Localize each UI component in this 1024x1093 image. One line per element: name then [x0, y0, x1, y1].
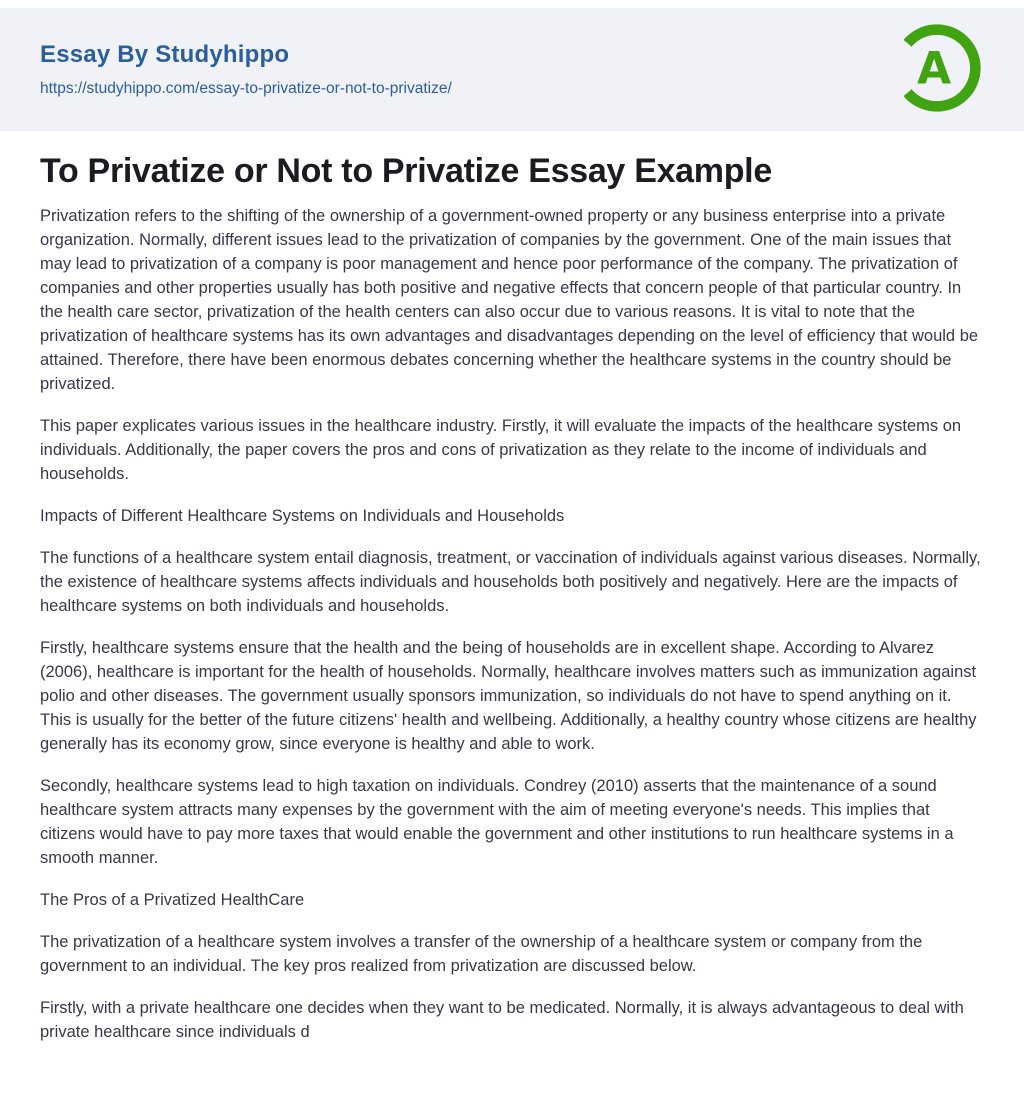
- header-text-block: [40, 41, 452, 98]
- paragraph-functions: The functions of a healthcare system entail diagnosis, treatment, or vaccination of individuals against various diseases. Normally, the existence of healthcare systems affects individuals and households both positively and negatively. Here are the impacts of healthcare systems on both individuals and households.: [40, 548, 981, 615]
- paragraph-overview: This paper explicates various issues in the healthcare industry. Firstly, it will evaluate the impacts of the healthcare systems on individuals. Additionally, the paper covers the pros and cons of privatization as they relate to the income of individuals and households.: [40, 416, 962, 483]
- logo-letter: A: [916, 42, 952, 94]
- paragraph-taxation: Secondly, healthcare systems lead to high taxation on individuals. Condrey (2010) asserts that the maintenance of a sound healthcare system attracts many expenses by the government with the aim of meeting everyone's needs. This implies that citizens would have to pay more taxes that would enable the government and other institutions to run healthcare systems in a smooth manner.: [40, 776, 954, 867]
- section-heading-pros: The Pros of a Privatized HealthCare: [40, 890, 305, 909]
- paragraph-private-choice-truncated: Firstly, with a private healthcare one decides when they want to be medicated. Normally, it is always advantageous to deal with private healthcare since individuals d: [40, 998, 964, 1041]
- studyhippo-logo-icon: [887, 20, 983, 116]
- site-header: [0, 8, 1024, 131]
- site-title: Essay By Studyhippo: [40, 41, 290, 68]
- paragraph-intro: Privatization refers to the shifting of the ownership of a government-owned property or any business enterprise into a private organization. Normally, different issues lead to the privatization of companies by the government. One of the main issues that may lead to privatization of a company is poor management and hence poor performance of the company. The privatization of companies and other properties usually has both positive and negative effects that concern people of that particular country. In the health care sector, privatization of the health centers can also occur due to various reasons. It is vital to note that the privatization of healthcare systems has its own advantages and disadvantages depending on the level of efficiency that would be attained. Therefore, there have been enormous debates concerning whether the healthcare systems in the country should be privatized.: [40, 206, 979, 393]
- article-title: To Privatize or Not to Privatize Essay Example: [40, 152, 772, 190]
- page-url-link[interactable]: https://studyhippo.com/essay-to-privatize-or-not-to-privatize/: [40, 80, 452, 97]
- paragraph-privatization-transfer: The privatization of a healthcare system involves a transfer of the ownership of a healthcare system or company from the government to an individual. The key pros realized from privatization are discussed below.: [40, 932, 923, 975]
- section-heading-impacts: Impacts of Different Healthcare Systems on Individuals and Households: [40, 506, 565, 525]
- article-content: [0, 131, 1024, 1044]
- paragraph-health-benefits: Firstly, healthcare systems ensure that the health and the being of households are in excellent shape. According to Alvarez (2006), healthcare is important for the health of households. Normally, healthcare involves matters such as immunization against polio and other diseases. The government usually sponsors immunization, so individuals do not have to spend anything on it. This is usually for the better of the future citizens' health and wellbeing. Additionally, a healthy country whose citizens are healthy generally has its economy grow, since everyone is healthy and able to work.: [40, 638, 977, 753]
